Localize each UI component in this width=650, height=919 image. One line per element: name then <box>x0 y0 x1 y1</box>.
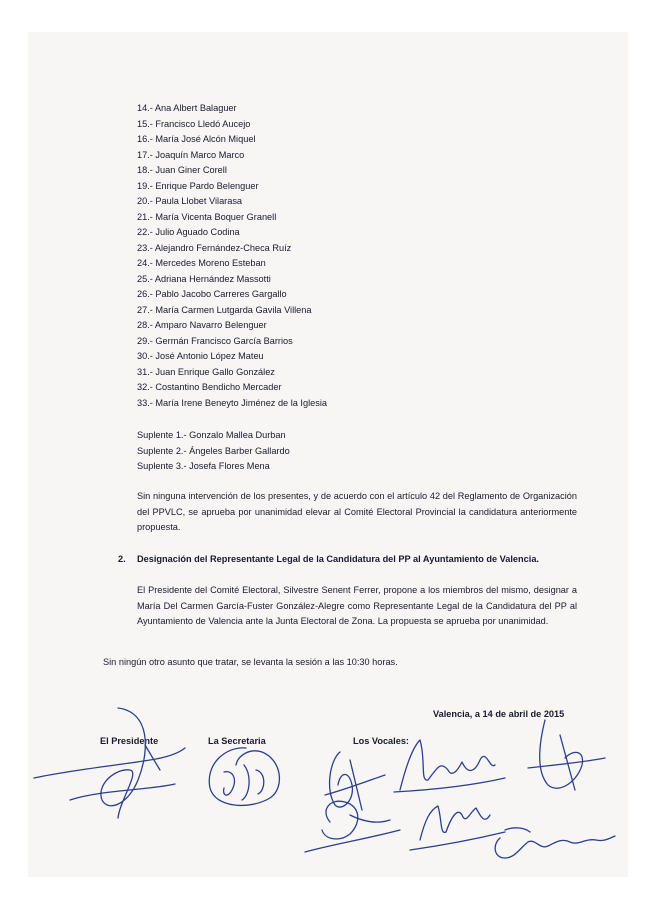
list-item: 22.- Julio Aguado Codina <box>137 227 240 237</box>
list-item: Suplente 2.- Ángeles Barber Gallardo <box>137 445 290 456</box>
approval-paragraph: Sin ninguna intervención de los presentes, y de acuerdo con el artículo 42 del Reglamento de Organización del PPVLC, se aprueba por unanimidad elevar al Comité Electoral Provincial la candidatura anteriormente propuesta. <box>137 491 577 532</box>
list-item: 16.- María José Alcón Miquel <box>137 134 256 144</box>
list-item: 21.- María Vicenta Boquer Granell <box>137 211 277 222</box>
substitute-list <box>137 428 290 475</box>
section-number: 2. <box>118 554 126 564</box>
section-heading <box>118 554 539 564</box>
section-title: Designación del Representante Legal de la Candidatura del PP al Ayuntamiento de Valencia. <box>137 554 539 564</box>
list-item: 25.- Adriana Hernández Massotti <box>137 273 271 284</box>
members-label: Los Vocales: <box>353 736 409 746</box>
list-item: 29.- Germán Francisco García Barrios <box>137 335 293 346</box>
list-item: Suplente 1.- Gonzalo Mallea Durban <box>137 430 286 440</box>
document-page <box>28 32 628 877</box>
list-item: 20.- Paula Llobet Vilarasa <box>137 196 243 206</box>
document-date: Valencia, a 14 de abril de 2015 <box>433 709 565 719</box>
list-item: 17.- Joaquín Marco Marco <box>137 149 245 160</box>
list-item: Suplente 3.- Josefa Flores Mena <box>137 461 270 471</box>
list-item: 27.- María Carmen Lutgarda Gavila Villena <box>137 304 312 315</box>
list-item: 15.- Francisco Lledó Aucejo <box>137 118 251 129</box>
section-body: El Presidente del Comité Electoral, Silvestre Senent Ferrer, propone a los miembros del mismo, designar a María Del Carmen García-Fuster González-Alegre como Representante Legal de la Candidatura del PP al Ayuntamiento de Valencia ante la Junta Electoral de Zona. La propuesta se aprueba por unanimidad. <box>137 585 577 626</box>
list-item: 31.- Juan Enrique Gallo González <box>137 366 275 377</box>
list-item: 19.- Enrique Pardo Belenguer <box>137 180 259 191</box>
list-item: 24.- Mercedes Moreno Esteban <box>137 258 266 268</box>
closing-statement: Sin ningún otro asunto que tratar, se levanta la sesión a las 10:30 horas. <box>103 657 398 667</box>
list-item: 14.- Ana Albert Balaguer <box>137 103 237 113</box>
list-item: 23.- Alejandro Fernández-Checa Ruíz <box>137 242 292 253</box>
list-item: 30.- José Antonio López Mateu <box>137 351 264 361</box>
list-item: 26.- Pablo Jacobo Carreres Gargallo <box>137 289 287 299</box>
list-item: 18.- Juan Giner Corell <box>137 165 227 175</box>
candidate-list <box>137 101 327 411</box>
secretary-label: La Secretaria <box>208 736 266 746</box>
president-label: El Presidente <box>100 736 159 746</box>
list-item: 33.- María Irene Beneyto Jiménez de la Iglesia <box>137 397 327 408</box>
list-item: 28.- Amparo Navarro Belenguer <box>137 320 267 330</box>
list-item: 32.- Costantino Bendicho Mercader <box>137 382 282 392</box>
